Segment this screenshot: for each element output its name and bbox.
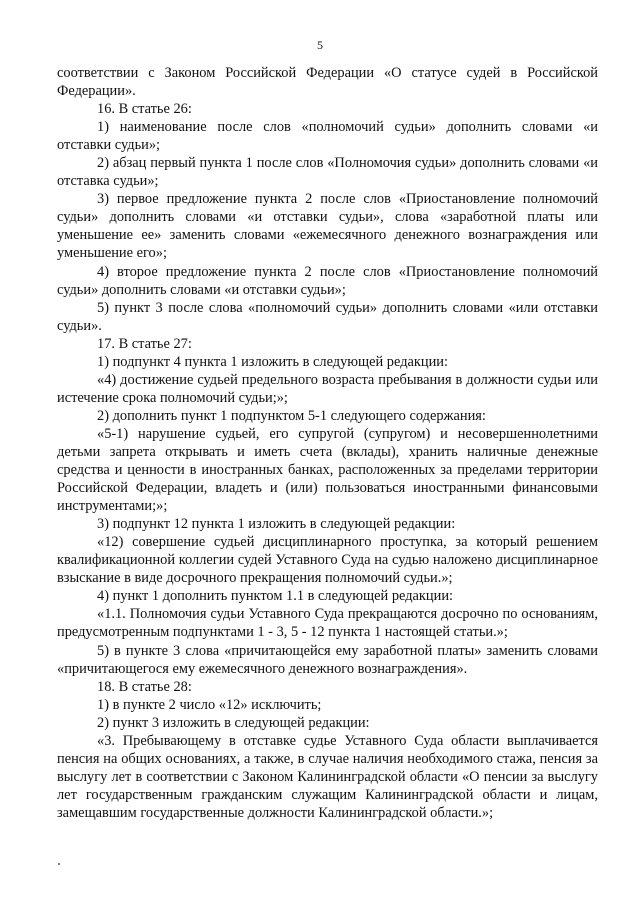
paragraph: 1) в пункте 2 число «12» исключить; bbox=[97, 696, 322, 713]
paragraph: 5) пункт 3 после слова «полномочий судьи» дополнить словами «или отставки судьи». bbox=[57, 299, 598, 334]
scan-speck bbox=[58, 863, 60, 865]
paragraph: 1) наименование после слов «полномочий судьи» дополнить словами «и отставки судьи»; bbox=[57, 119, 598, 154]
paragraph: 5) в пункте 3 слова «причитающейся ему заработной платы» заменить словами «причитающегося ему ежемесячного денежного вознаграждения». bbox=[57, 642, 598, 677]
paragraph-continuation: соответствии с Законом Российской Федерации «О статусе судей в Российской Федерации». bbox=[57, 65, 598, 100]
article-26-heading: 16. В статье 26: bbox=[97, 101, 192, 118]
paragraph: 2) пункт 3 изложить в следующей редакции: bbox=[97, 714, 370, 731]
paragraph: «1.1. Полномочия судьи Уставного Суда прекращаются досрочно по основаниям, предусмотренным подпунктами 1 - 3, 5 - 12 пункта 1 настоящей статьи.»; bbox=[57, 606, 598, 641]
article-27-heading: 17. В статье 27: bbox=[97, 335, 192, 352]
paragraph: «3. Пребывающему в отставке судье Уставного Суда области выплачивается пенсия на общих основаниях, а также, в случае наличия необходимого стажа, пенсия за выслугу лет в соответствии с Законом Калининградской области «О пенсии за выслугу лет государственным гражданским служащим Калининградской области и лицам, замещавшим государственные должности Калининградской области.»; bbox=[57, 732, 598, 821]
article-28-heading: 18. В статье 28: bbox=[97, 678, 192, 695]
paragraph: 1) подпункт 4 пункта 1 изложить в следующей редакции: bbox=[97, 353, 448, 370]
paragraph: 4) второе предложение пункта 2 после слов «Приостановление полномочий судьи» дополнить словами «и отставки судьи»; bbox=[57, 263, 598, 298]
paragraph: 3) первое предложение пункта 2 после слов «Приостановление полномочий судьи» дополнить словами «и отставки судьи», слова «заработной платы или уменьшение ее» заменить словами «ежемесячного денежного вознаграждения или уменьшение его»; bbox=[57, 191, 598, 262]
page-number: 5 bbox=[317, 38, 323, 52]
paragraph: «5-1) нарушение судьей, его супругой (супругом) и несовершеннолетними детьми запрета открывать и иметь счета (вклады), хранить наличные денежные средства и ценности в иностранных банках, расположенных за пределами территории Российской Федерации, владеть и (или) пользоваться иностранными финансовыми инструментами;»; bbox=[57, 425, 598, 515]
paragraph: 2) абзац первый пункта 1 после слов «Полномочия судьи» дополнить словами «и отставка судьи»; bbox=[57, 155, 598, 190]
paragraph: «12) совершение судьей дисциплинарного проступка, за который решением квалификационной коллегии судей Уставного Суда на судью наложено дисциплинарное взыскание в виде досрочного прекращения полномочий судьи.»; bbox=[57, 534, 598, 587]
document-body bbox=[57, 64, 598, 822]
paragraph: 3) подпункт 12 пункта 1 изложить в следующей редакции: bbox=[97, 516, 456, 533]
paragraph: «4) достижение судьей предельного возраста пребывания в должности судьи или истечение срока полномочий судьи;»; bbox=[57, 371, 598, 406]
paragraph: 2) дополнить пункт 1 подпунктом 5-1 следующего содержания: bbox=[97, 407, 486, 424]
paragraph: 4) пункт 1 дополнить пунктом 1.1 в следующей редакции: bbox=[97, 588, 454, 605]
